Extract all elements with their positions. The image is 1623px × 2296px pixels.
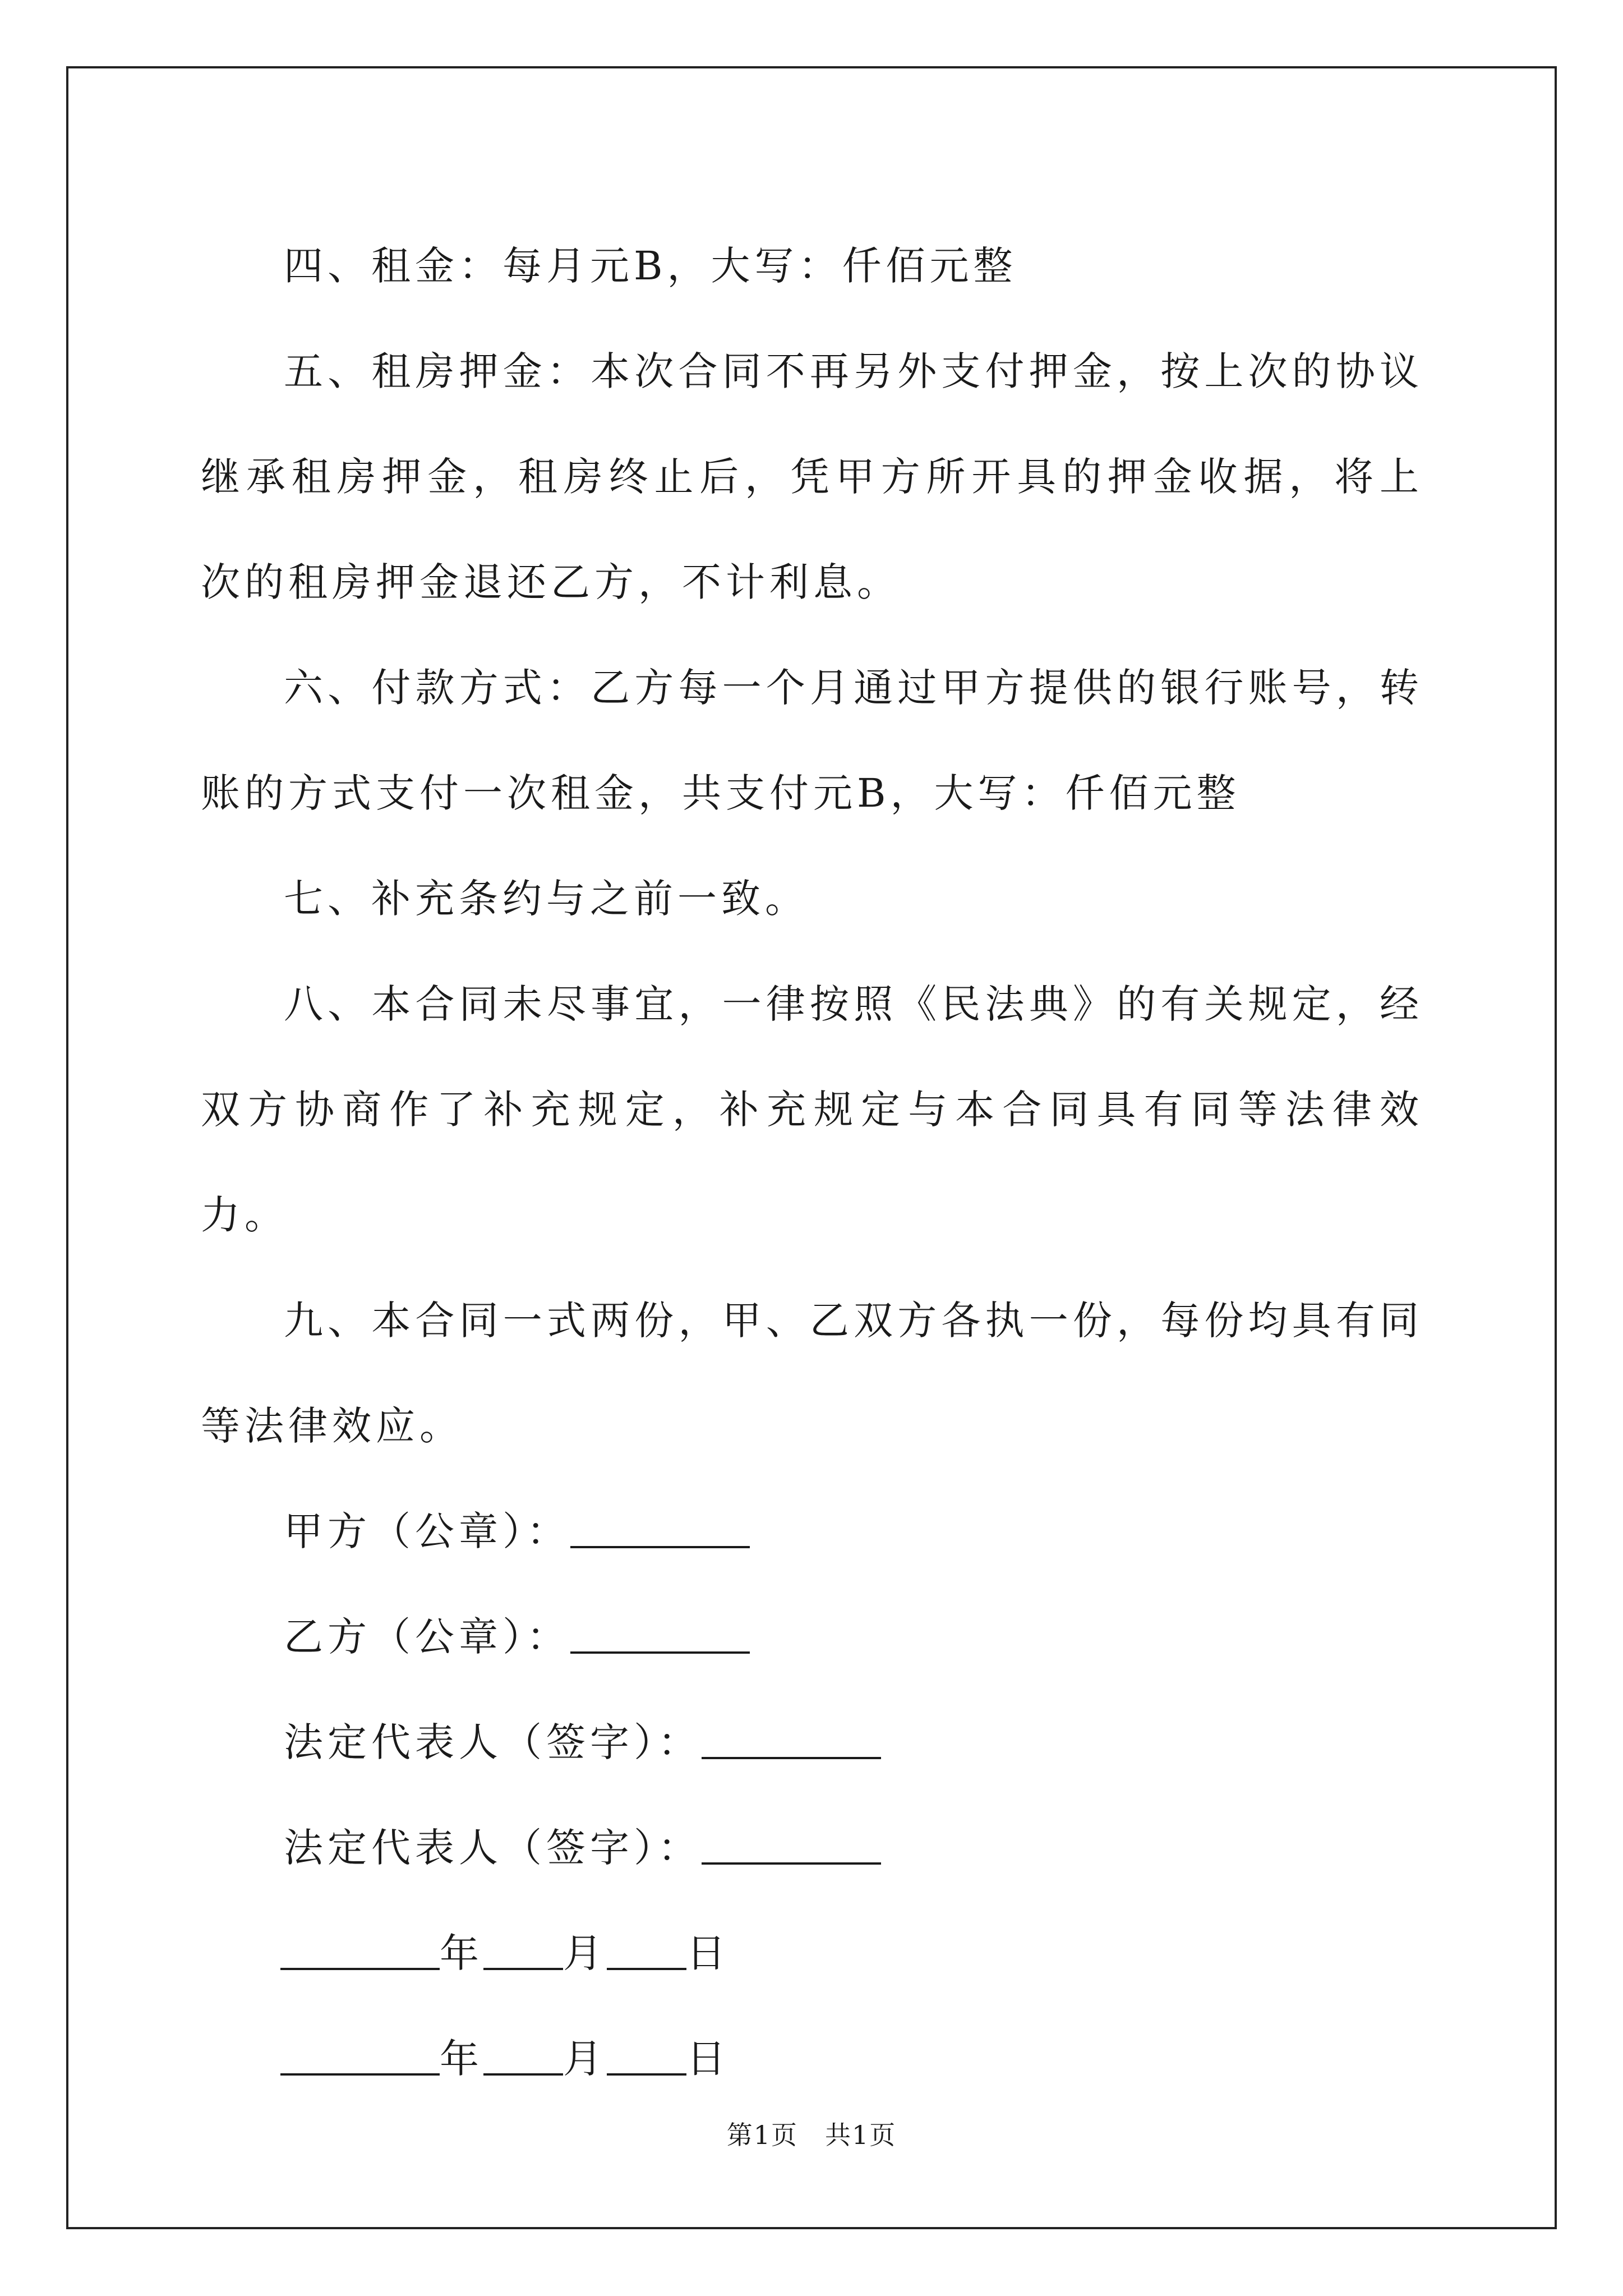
signature-legal-rep-1: [201, 1690, 1423, 1795]
year-blank: [280, 1940, 440, 1970]
clause-supplement: 七、补充条约与之前一致。: [284, 876, 809, 922]
year-label: 年: [440, 2036, 483, 2082]
year-label: 年: [440, 1930, 483, 1976]
clause-payment: 六、付款方式：乙方每一个月通过甲方提供的银行账号，转账的方式支付一次租金，共支付元B，大写：仟佰元整: [201, 665, 1423, 816]
signature-party-b: [201, 1584, 1423, 1690]
legal-rep-2-blank: [702, 1834, 881, 1865]
month-label: 月: [563, 2036, 607, 2082]
clause-rent: 四、租金：每月元B，大写：仟佰元整: [284, 243, 1017, 289]
month-blank: [483, 2045, 563, 2076]
party-b-label: 乙方（公章）：: [284, 1614, 570, 1660]
clause-deposit: 五、租房押金：本次合同不再另外支付押金，按上次的协议继承租房押金，租房终止后，凭甲方所开具的押金收据，将上次的租房押金退还乙方，不计利息。: [201, 348, 1423, 605]
signature-party-a: [201, 1479, 1423, 1584]
legal-rep-1-blank: [702, 1729, 881, 1759]
party-b-blank: [570, 1623, 750, 1654]
signature-legal-rep-2: [201, 1795, 1423, 1901]
month-blank: [483, 1940, 563, 1970]
year-blank: [280, 2045, 440, 2076]
party-a-label: 甲方（公章）：: [284, 1508, 570, 1554]
day-label: 日: [686, 2036, 730, 2082]
day-blank: [607, 1940, 686, 1970]
legal-rep-1-label: 法定代表人（签字）：: [284, 1719, 702, 1765]
day-blank: [607, 2045, 686, 2076]
day-label: 日: [686, 1930, 730, 1976]
month-label: 月: [563, 1930, 607, 1976]
date-line-2: [201, 2006, 1423, 2111]
party-a-blank: [570, 1518, 750, 1548]
date-line-1: [201, 1901, 1423, 2006]
document-body: [201, 213, 1423, 2111]
legal-rep-2-label: 法定代表人（签字）：: [284, 1825, 702, 1871]
clause-unresolved: 八、本合同未尽事宜，一律按照《民法典》的有关规定，经双方协商作了补充规定，补充规定与本合同具有同等法律效力。: [201, 981, 1423, 1238]
page-footer: 第1页 共1页: [726, 2120, 897, 2150]
clause-copies: 九、本合同一式两份，甲、乙双方各执一份，每份均具有同等法律效应。: [201, 1297, 1423, 1449]
